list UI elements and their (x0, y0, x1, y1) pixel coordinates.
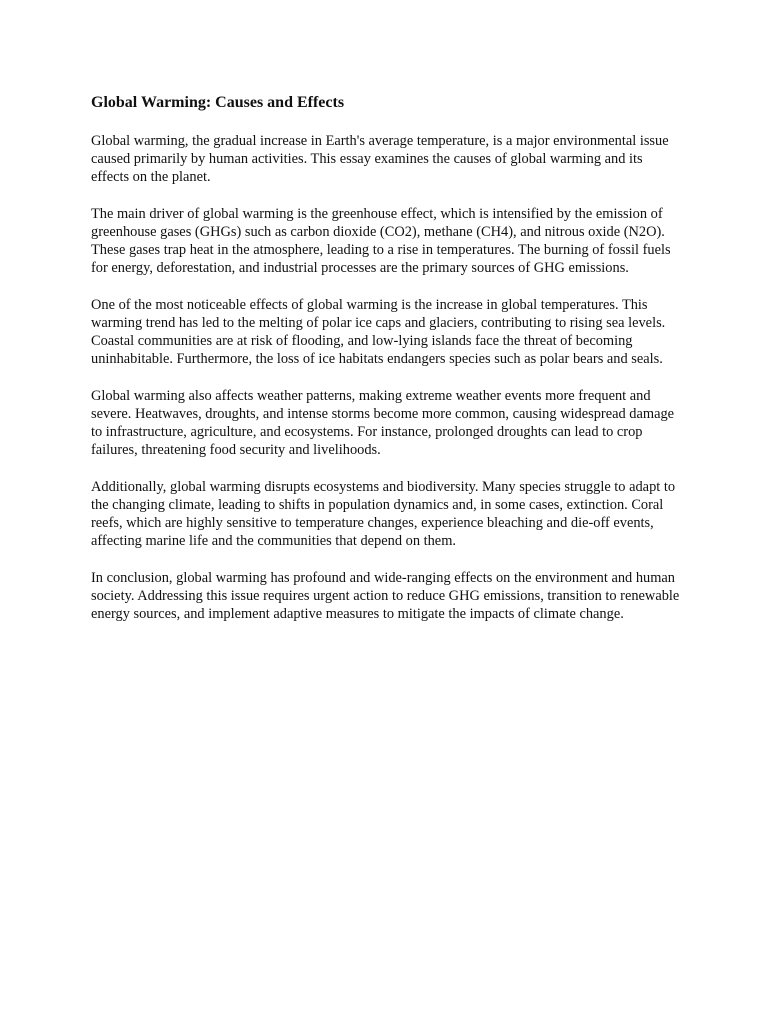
document-title: Global Warming: Causes and Effects (91, 94, 345, 111)
paragraph-causes: The main driver of global warming is the greenhouse effect, which is intensified by the emission of greenhouse gases (GHGs) such as carbon dioxide (CO2), methane (CH4), and nitrous oxide (N2O). These gases trap heat in the atmosphere, leading to a rise in temperatures. The burning of fossil fuels for energy, deforestation, and industrial processes are the primary sources of GHG emissions. (91, 206, 671, 276)
paragraph-temperature-effects: One of the most noticeable effects of global warming is the increase in global temperatures. This warming trend has led to the melting of polar ice caps and glaciers, contributing to rising sea levels. Coastal communities are at risk of flooding, and low-lying islands face the threat of becoming uninhabitable. Furthermore, the loss of ice habitats endangers species such as polar bears and seals. (91, 297, 666, 367)
paragraph-weather-effects: Global warming also affects weather patterns, making extreme weather events more frequent and severe. Heatwaves, droughts, and intense storms become more common, causing widespread damage to infrastructure, agriculture, and ecosystems. For instance, prolonged droughts can lead to crop failures, threatening food security and livelihoods. (91, 388, 675, 458)
paragraph-conclusion: In conclusion, global warming has profound and wide-ranging effects on the environment and human society. Addressing this issue requires urgent action to reduce GHG emissions, transition to renewable energy sources, and implement adaptive measures to mitigate the impacts of climate change. (91, 570, 680, 622)
paragraph-ecosystem-effects: Additionally, global warming disrupts ecosystems and biodiversity. Many species struggle to adapt to the changing climate, leading to shifts in population dynamics and, in some cases, extinction. Coral reefs, which are highly sensitive to temperature changes, experience bleaching and die-off events, affecting marine life and the communities that depend on them. (91, 479, 676, 549)
paragraph-intro: Global warming, the gradual increase in Earth's average temperature, is a major environmental issue caused primarily by human activities. This essay examines the causes of global warming and its effects on the planet. (91, 133, 669, 185)
document-page (91, 93, 681, 642)
